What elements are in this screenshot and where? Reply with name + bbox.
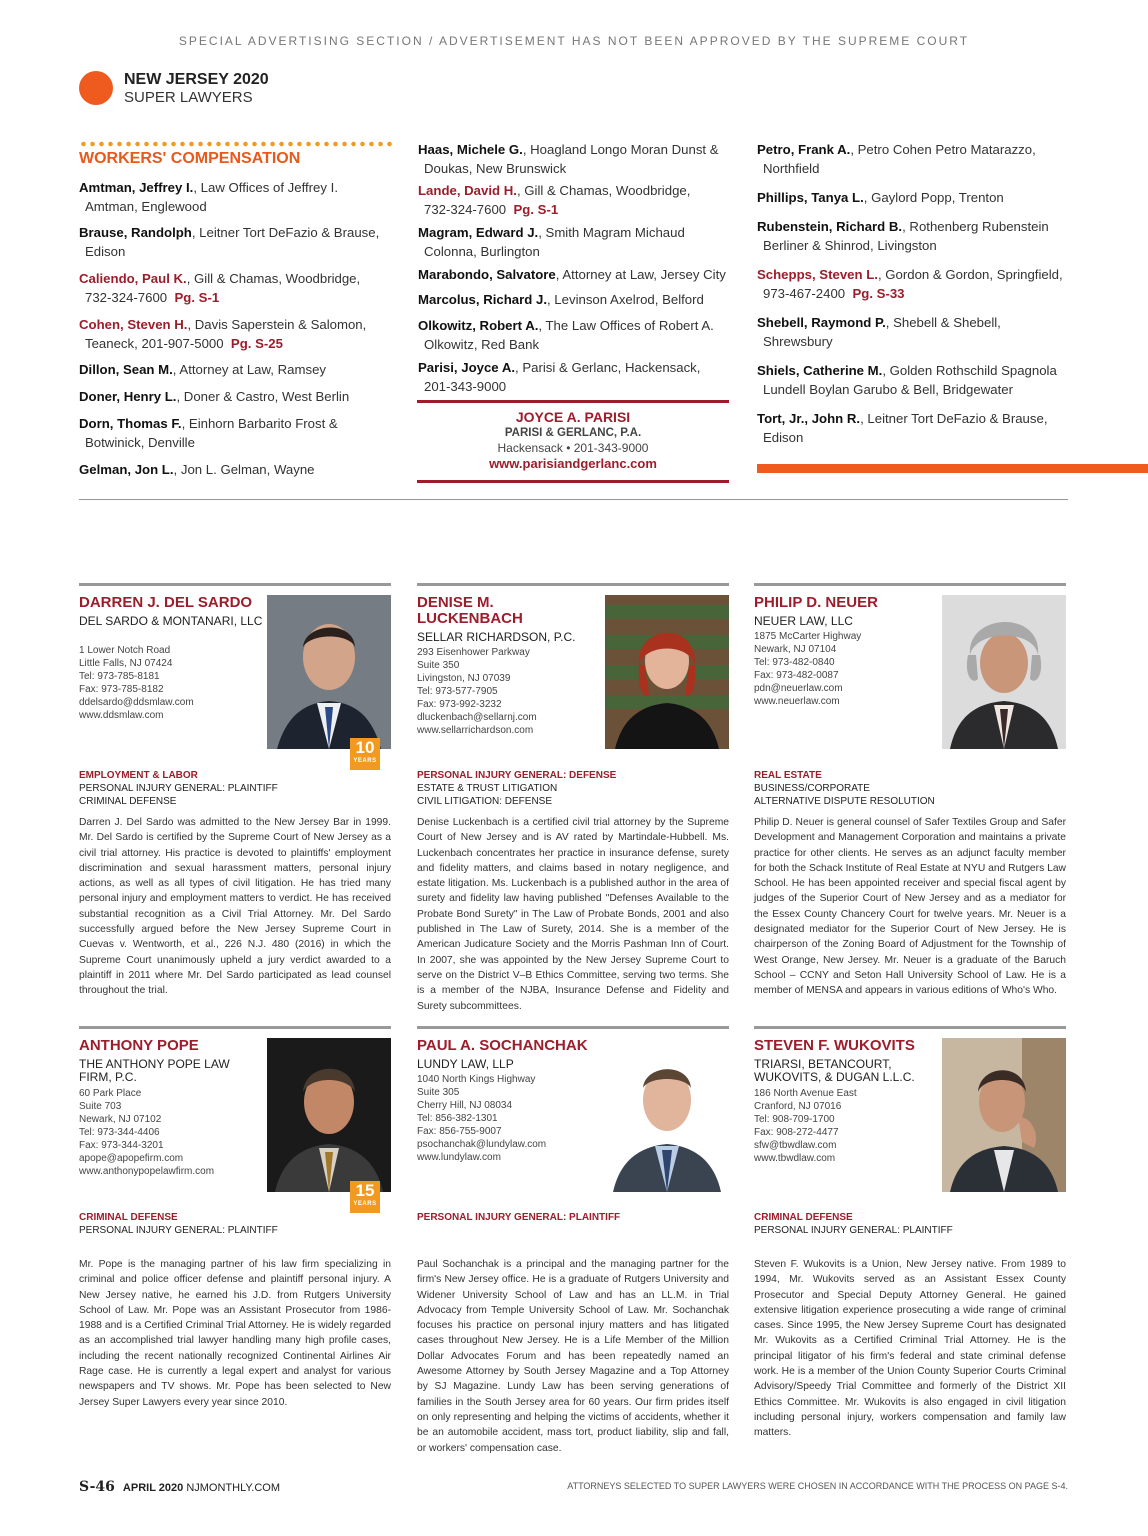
attorney-firm: NEUER LAW, LLC <box>754 614 853 628</box>
featured-attorney-ad <box>417 400 729 483</box>
practice-areas: CRIMINAL DEFENSE PERSONAL INJURY GENERAL: PLAINTIFF <box>754 1212 953 1236</box>
practice-areas: CRIMINAL DEFENSE PERSONAL INJURY GENERAL: PLAINTIFF <box>79 1212 278 1236</box>
practice-areas: REAL ESTATE BUSINESS/CORPORATE ALTERNATIVE DISPUTE RESOLUTION <box>754 770 935 807</box>
attorney-name: DARREN J. DEL SARDO <box>79 594 253 611</box>
attorney-bio: Philip D. Neuer is general counsel of Safer Textiles Group and Safer Development and Management Corporation and maintains a private practice for other clients. He serves as an adjunct faculty member for both the Schack Institute of Real Estate at NYU and Rutgers Law School. He has been appointed receiver and special fiscal agent by judges of the Superior Court of New Jersey and as a mediator for the Essex County Chancery Court for twelve years. Mr. Neuer is a designated mediator for the Superior Court of New Jersey. He is chairperson of the Zoning Board of Adjustment for the Township of West Orange, New Jersey. Mr. Neuer is a graduate of the Baruch School – CCNY and Seton Hall University School of Law. He is a member of MENSA and appears in various editions of Who's Who. <box>754 817 1066 997</box>
selection-note: ATTORNEYS SELECTED TO SUPER LAWYERS WERE CHOSEN IN ACCORDANCE WITH THE PROCESS ON PAGE S-4. <box>567 1481 1068 1491</box>
listing-entry: Gelman, Jon L., Jon L. Gelman, Wayne <box>79 462 315 477</box>
dotted-divider <box>79 141 394 147</box>
attorney-firm: LUNDY LAW, LLP <box>417 1057 514 1071</box>
attorney-bio: Darren J. Del Sardo was admitted to the New Jersey Bar in 1999. Mr. Del Sardo is certified by the Supreme Court of New Jersey as a civil trial attorney. His practice is devoted to plaintiffs' employment discrimination and sexual harassment matters, personal injury actions, as well as all types of civil litigation. He has tried many personal injury and employment matters to verdict. He has received substantial recognition as a Civil Trial Attorney. Mr. Del Sardo successfully argued before the New Jersey Supreme Court in Cuevas v. Wentworth, et al., 226 N.J. 480 (2016) in which the Supreme Court unanimously upheld a jury verdict awarded to a plaintiff in 2011 where Mr. Del Sardo participated as lead counsel throughout the trial. <box>79 817 391 997</box>
brand-subtitle: SUPER LAWYERS <box>124 89 253 106</box>
listing-entry: Shiels, Catherine M., Golden Rothschild Spagnola Lundell Boylan Garubo & Bell, Bridgewater <box>757 363 1057 397</box>
attorney-name: PAUL A. SOCHANCHAK <box>417 1037 588 1054</box>
listing-entry: Marcolus, Richard J., Levinson Axelrod, Belford <box>418 292 704 307</box>
attorney-profile <box>79 583 391 764</box>
attorney-profile <box>754 583 1066 753</box>
advertising-disclaimer: SPECIAL ADVERTISING SECTION / ADVERTISEMENT HAS NOT BEEN APPROVED BY THE SUPREME COURT <box>178 34 970 48</box>
attorney-firm: SELLAR RICHARDSON, P.C. <box>417 630 576 644</box>
years-badge: 15 YEARS <box>350 1181 380 1213</box>
attorney-firm: DEL SARDO & MONTANARI, LLC <box>79 614 263 628</box>
attorney-name: DENISE M. LUCKENBACH <box>417 594 523 627</box>
practice-areas: PERSONAL INJURY GENERAL: DEFENSE ESTATE & TRUST LITIGATION CIVIL LITIGATION: DEFENSE <box>417 770 617 807</box>
section-title: WORKERS' COMPENSATION <box>79 150 301 167</box>
listing-entry: Caliendo, Paul K., Gill & Chamas, Woodbridge, 732-324-7600 Pg. S-1 <box>79 271 361 305</box>
listing-entry: Amtman, Jeffrey I., Law Offices of Jeffrey I. Amtman, Englewood <box>79 180 338 214</box>
listing-entry: Dorn, Thomas F., Einhorn Barbarito Frost & Botwinick, Denville <box>79 416 338 450</box>
attorney-photo <box>605 595 729 749</box>
attorney-photo <box>605 1038 729 1192</box>
listing-entry: Rubenstein, Richard B., Rothenberg Rubenstein Berliner & Shinrod, Livingston <box>757 219 1049 253</box>
listing-entry: Shebell, Raymond P., Shebell & Shebell, Shrewsbury <box>757 315 1001 349</box>
attorney-bio: Steven F. Wukovits is a Union, New Jersey native. From 1989 to 1994, Mr. Wukovits served as an Assistant Essex County Prosecutor and Special Deputy Attorney General. He gained extensive litigation experience prosecuting a wide range of criminal cases. Since 1995, the New Jersey Supreme Court has designated Mr. Wukovits as a Certified Criminal Trial Attorney. He is the principal litigator of his firm's federal and state criminal defense work. He is a member of the Union County Superior Courts Criminal Advisory/Speedy Trial Committee and formerly of the District XII Ethics Committee. Mr. Wukovits is also engaged in civil litigation including personal injury, workers compensation and family law matters. <box>754 1259 1066 1439</box>
brand-title: NEW JERSEY 2020 <box>124 71 269 88</box>
attorney-firm: TRIARSI, BETANCOURT, WUKOVITS, & DUGAN L.L.C. <box>754 1057 915 1084</box>
ad-firm: PARISI & GERLANC, P.A. <box>504 427 642 439</box>
attorney-profile <box>417 583 729 753</box>
listing-entry: Olkowitz, Robert A., The Law Offices of Robert A. Olkowitz, Red Bank <box>418 318 714 352</box>
attorney-photo <box>267 1038 391 1192</box>
listing-entry: Magram, Edward J., Smith Magram Michaud Colonna, Burlington <box>418 225 685 259</box>
attorney-contact: 1875 McCarter Highway Newark, NJ 07104 Tel: 973-482-0840 Fax: 973-482-0087 pdn@neuerlaw.com www.neuerlaw.com <box>754 631 862 707</box>
listing-entry: Phillips, Tanya L., Gaylord Popp, Trenton <box>757 190 1004 205</box>
ad-name: JOYCE A. PARISI <box>515 409 631 425</box>
attorney-bio: Paul Sochanchak is a principal and the managing partner for the firm's New Jersey office. He is a graduate of Rutgers University and Widener University School of Law and has an LL.M. in Trial Advocacy from Temple University School of Law. Mr. Sochanchak focuses his practice on personal injury matters and has litigated cases throughout New Jersey. He is a Life Member of the Million Dollar Advocates Forum and has been repeatedly named an Awesome Attorney by South Jersey Magazine and a Top Attorney by SJ Magazine. Lundy Law has been serving generations of families in the South Jersey area for 60 years. Our firm prides itself on only representing and helping the victims of accidents, whether it be an automobile accident, mass tort, product liability, slip and fall, or workers' compensation case. <box>417 1259 729 1454</box>
attorney-profile <box>754 1026 1066 1196</box>
listing-entry: Parisi, Joyce A., Parisi & Gerlanc, Hackensack, 201-343-9000 <box>418 360 701 394</box>
section-divider <box>79 499 1068 500</box>
attorney-bio: Mr. Pope is the managing partner of his law firm specializing in criminal and police officer defense and plaintiff personal injury. A New Jersey native, he earned his J.D. from Rutgers University School of Law. Mr. Pope was an Assistant Prosecutor from 1986-1988 and is a Certified Criminal Trial Attorney. He is widely regarded as an accomplished trial lawyer handling many high profile cases, including the recent nationally recognized Continental Airlines Air Rage case. He is currently a legal expert and analyst for various newspapers and TV shows. Mr. Pope has been selected to New Jersey Super Lawyers every year since 2010. <box>79 1259 391 1408</box>
attorney-contact: 1040 North Kings Highway Suite 305 Cherry Hill, NJ 08034 Tel: 856-382-1301 Fax: 856-755-9007 psochanchak@lundylaw.com www.lundylaw.com <box>417 1074 547 1163</box>
listing-entry: Brause, Randolph, Leitner Tort DeFazio & Brause, Edison <box>79 225 380 259</box>
attorney-contact: 293 Eisenhower Parkway Suite 350 Livingston, NJ 07039 Tel: 973-577-7905 Fax: 973-992-3232 dluckenbach@sellarnj.com www.sellarrichardson.com <box>417 647 537 736</box>
listing-entry: Schepps, Steven L., Gordon & Gordon, Springfield, 973-467-2400 Pg. S-33 <box>757 267 1063 301</box>
attorney-profile <box>79 1026 391 1207</box>
attorney-contact: 60 Park Place Suite 703 Newark, NJ 07102 Tel: 973-344-4406 Fax: 973-344-3201 apope@apopefirm.com www.anthonypopelawfirm.com <box>79 1088 215 1177</box>
attorney-name: PHILIP D. NEUER <box>754 594 878 611</box>
attorney-contact: 1 Lower Notch Road Little Falls, NJ 07424 Tel: 973-785-8181 Fax: 973-785-8182 ddelsardo@ddsmlaw.com www.ddsmlaw.com <box>79 645 194 721</box>
listing-entry: Petro, Frank A., Petro Cohen Petro Matarazzo, Northfield <box>757 142 1036 176</box>
attorney-photo <box>942 1038 1066 1192</box>
page-footer: S-46 APRIL 2020 NJMONTHLY.COM <box>79 1479 281 1495</box>
attorney-photo <box>267 595 391 749</box>
years-badge: 10 YEARS <box>350 738 380 770</box>
listing-entry: Lande, David H., Gill & Chamas, Woodbridge, 732-324-7600 Pg. S-1 <box>418 183 691 217</box>
practice-areas: PERSONAL INJURY GENERAL: PLAINTIFF <box>417 1212 621 1223</box>
attorney-name: ANTHONY POPE <box>79 1037 199 1054</box>
listing-entry: Dillon, Sean M., Attorney at Law, Ramsey <box>79 362 326 377</box>
practice-areas: EMPLOYMENT & LABOR PERSONAL INJURY GENERAL: PLAINTIFF CRIMINAL DEFENSE <box>79 770 278 807</box>
listing-entry: Cohen, Steven H., Davis Saperstein & Salomon, Teaneck, 201-907-5000 Pg. S-25 <box>79 317 367 351</box>
listing-entry: Marabondo, Salvatore, Attorney at Law, Jersey City <box>418 267 726 282</box>
page-number: S-46 <box>79 1479 115 1495</box>
ad-website-link[interactable]: www.parisiandgerlanc.com <box>489 456 657 471</box>
ad-address: Hackensack • 201-343-9000 <box>497 441 649 455</box>
attorney-contact: 186 North Avenue East Cranford, NJ 07016 Tel: 908-709-1700 Fax: 908-272-4477 sfw@tbwdlaw.com www.tbwdlaw.com <box>754 1088 857 1164</box>
orange-accent-bar <box>757 464 1148 473</box>
super-lawyers-logo-dot <box>79 71 113 105</box>
listing-entry: Doner, Henry L., Doner & Castro, West Berlin <box>79 389 350 404</box>
attorney-firm: THE ANTHONY POPE LAW FIRM, P.C. <box>79 1057 230 1084</box>
attorney-photo <box>942 595 1066 749</box>
listing-entry: Haas, Michele G., Hoagland Longo Moran Dunst & Doukas, New Brunswick <box>418 142 719 176</box>
attorney-name: STEVEN F. WUKOVITS <box>754 1037 915 1054</box>
attorney-profile <box>417 1026 729 1196</box>
attorney-bio: Denise Luckenbach is a certified civil trial attorney by the Supreme Court of New Jersey and is AV rated by Martindale-Hubbell. Ms. Luckenbach concentrates her practice in insurance defense, surety and fidelity matters, and claims based in notary negligence, and estate litigation. Ms. Luckenbach is a published author in the area of surety and fidelity law having published "Defenses Available to the Probate Bond Surety" in The Law of Probate Bonds, 2001 and also published in The Law of Surety, 2014. She is a member of the American Judicature Society and the Morris Pashman Inn of Court. In 2007, she was appointed by the New Jersey Supreme Court to serve on the District V–B Ethics Committee, serving two terms. She is a member of the NJBA, Insurance Defense and Fidelity and Surety subcommittees. <box>417 817 729 1012</box>
listing-entry: Tort, Jr., John R., Leitner Tort DeFazio & Brause, Edison <box>757 411 1048 445</box>
